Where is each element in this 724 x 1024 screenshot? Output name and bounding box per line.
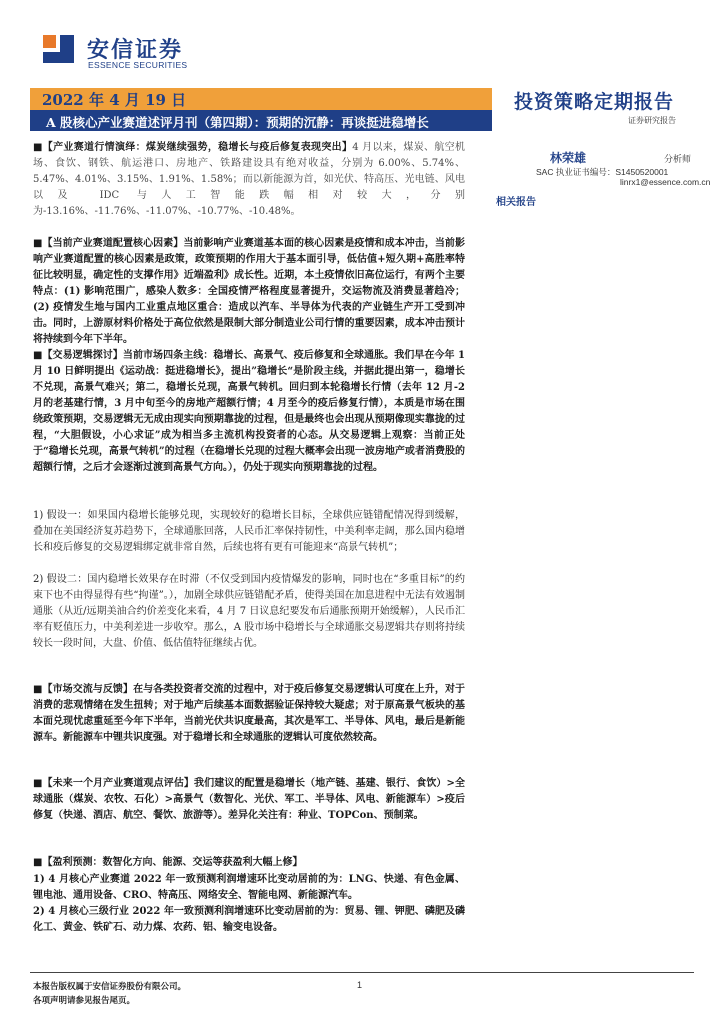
section-heading: ■【市场交流与反馈】 <box>33 684 134 695</box>
earnings-line-1 <box>33 872 465 904</box>
footer-copyright: 本报告版权属于安信证券股份有限公司。 <box>33 982 187 992</box>
related-reports-label: 相关报告 <box>496 197 536 208</box>
footer-divider <box>30 972 694 973</box>
section-trading-logic <box>33 348 465 476</box>
hypothesis-two: 2) 假设二：国内稳增长效果存在时滞（不仅受到国内疫情爆发的影响，同时也在“多重目标”的约束下也不由得显得有些“拘谨”。），加剧全球供应链错配矛盾，使得美国在加息进程中无法有效遏制通胀（从近/远期美油合约价差变化来看，4 月 7 日议息纪要发布后通胀预期开始缓解），人民币汇率有贬值压力，中美利差进一步收窄。那么，A 股市场中稳增长与全球通胀交易逻辑共存则将持续较长一段时间，大盘、价值、低估值特征继续占优。 <box>33 574 465 649</box>
page-number: 1 <box>357 980 363 990</box>
section-outlook <box>33 776 465 824</box>
earnings-line-2-text: 2) 4 月核心三级行业 2022 年一致预测利润增速环比变动居前的为：贸易、锂、钾肥、磷肥及磷化工、黄金、铁矿石、动力煤、农药、铝、输变电设备。 <box>33 906 465 933</box>
analyst-role: 分析师 <box>664 155 692 165</box>
brand-name-cn: 安信证券 <box>87 38 184 63</box>
report-title: A 股核心产业赛道述评月刊（第四期）：预期的沉静：再谈挺进稳增长 <box>46 115 429 130</box>
section-body: 我们建议的配置是稳增长（地产链、基建、银行、食饮）>全球通胀（煤炭、农牧、石化）>高景气（数智化、光伏、军工、半导体、风电、新能源车）>疫后修复（快递、酒店、航空、餐饮、旅游等）。差异化关注有：种业、TOPCon、预制菜。 <box>33 778 465 821</box>
report-date: 2022 年 4 月 19 日 <box>42 91 187 109</box>
section-body: 当前影响产业赛道基本面的核心因素是疫情和成本冲击，当前影响产业赛道配置的核心因素是政策，政策预期的作用大于基本面引导，低估值+短久期+高胜率特征比较明显，确定性的支撑作用》近端盈利》成长性。近期，本土疫情依旧高位运行，有两个主要特点：(1) 影响范围广，感染人数多：全国疫情严格程度显著提升，交运物流及消费显著趋冷；(2) 疫情发生地与国内工业重点地区重合：造成以汽车、半导体为代表的产业链生产开工受到冲击。同时，上游原材料价格处于高位依然是限制大部分制造业公司行情的重要因素，成本冲击预计将持续到今年下半年。 <box>33 238 465 345</box>
earnings-line-1-text: 1) 4 月核心产业赛道 2022 年一致预测利润增速环比变动居前的为：LNG、快递、有色金属、锂电池、通用设备、CRO、特高压、网络安全、智能电网、新能源汽车。 <box>33 874 465 901</box>
section-body: 4 月以来，煤炭、航空机场、食饮、钢铁、航运港口、房地产、铁路建设具有绝对收益，分别为 6.00%、5.74%、5.47%、4.01%、3.15%、1.91%、1.58%；而以新能源为首，如光伏、特高压、光电链、风电以及 IDC 与人工智能跌幅相对较大，分别为-13.16%、-11.76%、-11.07%、-10.77%、-10.48%。 <box>33 142 465 217</box>
section-market-feedback <box>33 682 465 746</box>
section-body: 在与各类投资者交流的过程中，对于疫后修复交易逻辑认可度在上升，对于消费的悲观情绪在发生扭转；对于地产后续基本面数据验证保持较大疑虑；对于原高景气板块的基本面兑现忧虑重延至今年下半年，当前光伏共识度最高，其次是军工、半导体、风电，最后是新能源车。新能源车中锂共识度强。对于稳增长和全球通胀的逻辑认可度依然较高。 <box>33 684 466 743</box>
section-heading: ■【未来一个月产业赛道观点评估】 <box>33 778 195 789</box>
analyst-email-link[interactable]: linrx1@essence.com.cn <box>620 177 711 187</box>
section-body: 当前市场四条主线：稳增长、高景气、疫后修复和全球通胀。我们早在今年 1 月 10 日鲜明提出《运动战：挺进稳增长》，提出”稳增长“是阶段主线，并据此提出第一，稳增长不兑现，高景气难兴；第二，稳增长兑现，高景气转机。回归到本轮稳增长行情（去年 12 月-2 月的老基建行情，3 月中旬至今的房地产超额行情；4 月至今的疫后修复行情），本质是市场在围绕政策预期，交易逻辑无无成由现实向预期靠拢的过程，但是最终也会出现从预期像现实靠拢的过程，“大胆假设，小心求证”成为相当多主流机构投资者的心态。从交易逻辑上观察：当前正处于“稳增长兑现，高景气转机”的过程（在稳增长兑现的过程大概率会出现一波房地产或者消费股的超额行情，之后才会逐渐过渡到高景气方向。），仍处于现实向预期靠拢的过程。 <box>33 350 465 473</box>
earnings-line-2 <box>33 904 465 936</box>
hypothesis-one: 1) 假设一：如果国内稳增长能够兑现，实现较好的稳增长目标，全球供应链错配情况得到缓解，叠加在美国经济复苏趋势下，全球通胀回落，人民币汇率保持韧性，中美利率走阔，那么国内稳增长和疫后修复的交易逻辑绑定就非常自然，后续也将有更有可能迎来“高景气转机”； <box>33 510 465 553</box>
essence-logo-icon <box>40 31 77 67</box>
section-earnings-forecast <box>33 855 465 871</box>
analyst-sac-number: SAC 执业证书编号：S1450520001 <box>536 167 669 177</box>
section-heading: ■【交易逻辑探讨】 <box>33 350 123 361</box>
footer-disclaimer: 各项声明请参见报告尾页。 <box>33 996 136 1006</box>
analyst-name: 林荣雄 <box>550 151 587 165</box>
section-heading: ■【当前产业赛道配置核心因素】 <box>33 238 184 249</box>
section-heading: ■【产业赛道行情演绎：煤炭继续强势，稳增长与疫后修复表现突出】 <box>33 142 353 153</box>
section-heading: ■【盈利预测：数智化方向、能源、交运等获盈利大幅上修】 <box>33 857 303 868</box>
section-industry-performance <box>33 140 465 220</box>
brand-name-en: ESSENCE SECURITIES <box>88 60 188 70</box>
report-type: 投资策略定期报告 <box>514 91 675 113</box>
report-subtitle: 证券研究报告 <box>628 116 676 125</box>
section-core-factors <box>33 236 465 348</box>
